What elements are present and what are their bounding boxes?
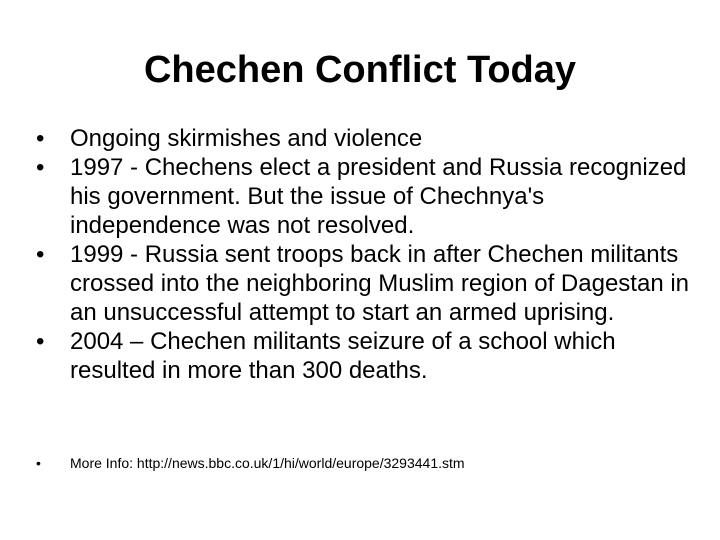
bullet-text: 1999 - Russia sent troops back in after Chechen militants crossed into the neighboring Muslim region of Dagestan in an unsuccessful attempt to start an armed uprising. xyxy=(70,241,690,326)
bullet-icon: • xyxy=(36,455,41,471)
bullet-text: 2004 – Chechen militants seizure of a school which resulted in more than 300 deaths. xyxy=(70,328,616,384)
more-info-item xyxy=(36,454,720,472)
bullet-item xyxy=(36,327,696,385)
bullet-item xyxy=(36,240,696,327)
bullet-icon: • xyxy=(36,328,45,355)
bullet-text: 1997 - Chechens elect a president and Russia recognized his government. But the issue of Chechnya's independence was not resolved. xyxy=(70,154,687,239)
slide-title: Chechen Conflict Today xyxy=(143,49,577,91)
bullet-icon: • xyxy=(36,241,45,268)
bullet-icon: • xyxy=(36,125,45,152)
more-info-text: More Info: http://news.bbc.co.uk/1/hi/world/europe/3293441.stm xyxy=(70,455,465,471)
bullet-text: Ongoing skirmishes and violence xyxy=(70,125,423,152)
bullet-item xyxy=(36,124,696,153)
bullet-icon: • xyxy=(36,154,45,181)
bullet-item xyxy=(36,153,696,240)
bullet-list xyxy=(36,124,696,385)
